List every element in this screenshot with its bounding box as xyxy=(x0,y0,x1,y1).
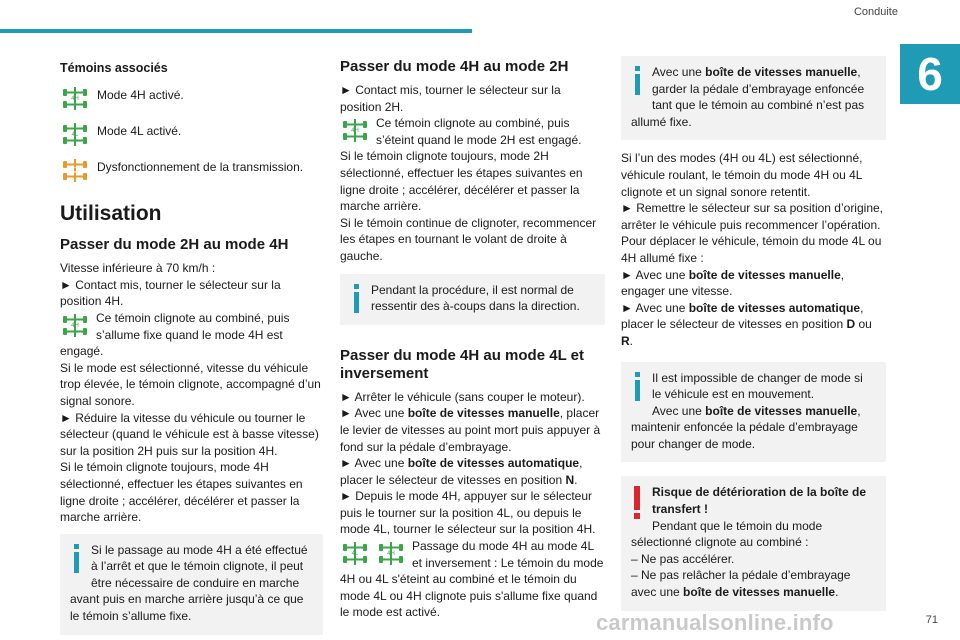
lamp-fault-text: Dysfonctionnement de la transmission. xyxy=(97,159,304,174)
warning-line-1: Pendant que le témoin du mode sélectionné clignote au combiné : xyxy=(631,518,823,550)
info-note-text: Si le passage au mode 4H a été effectué à l’arrêt et que le témoin clignote, il peut être nécessaire de conduire en marche avant puis en marche arrière jusqu’à ce que le témoin s’allume fixe. xyxy=(70,542,308,624)
lamp-4h-blink-text: Ce témoin clignote au combiné, puis s’allume fixe quand le mode 4H est engagé. xyxy=(60,310,290,359)
step-automatic-position: ► Avec une boîte de vitesses automatique, placer le sélecteur de vitesses en position D ou R. xyxy=(621,300,872,348)
info-note-steering xyxy=(340,274,605,325)
info-note-clutch: Avec une boîte de vitesses manuelle, garder la pédale d’embrayage enfoncée tant que le témoin au combiné n’est pas allumé fixe. xyxy=(621,56,886,140)
step-manual-engage: ► Avec une boîte de vitesses manuelle, engager une vitesse. xyxy=(621,267,845,299)
svg-text:4H: 4H xyxy=(387,551,395,558)
step-automatic-gearbox: ► Avec une boîte de vitesses automatique, placer le sélecteur de vitesses en position N. xyxy=(340,456,583,487)
subheading-4h-to-4l: Passer du mode 4H au mode 4L et inversement xyxy=(340,346,584,382)
continue-blinking-text: Si le témoin continue de clignoter, recommencer les étapes en tournant le volant de droite à gauche. xyxy=(340,215,597,263)
lamp-4l-4h-para xyxy=(340,538,605,621)
svg-text:4H: 4H xyxy=(71,95,79,102)
lamp-row-4l xyxy=(60,119,323,150)
info-icon xyxy=(631,66,643,100)
chapter-tab: 6 xyxy=(900,44,960,104)
watermark: carmanualsonline.info xyxy=(596,610,834,635)
subheading-2h-to-4h: Passer du mode 2H au mode 4H xyxy=(60,236,289,254)
4h-indicator-icon xyxy=(340,115,370,145)
speed-condition: Vitesse inférieure à 70 km/h : xyxy=(60,261,216,276)
4l-indicator-icon xyxy=(60,119,90,149)
lamp-4h-off-text: Ce témoin clignote au combiné, puis s’éteint quand le mode 2H est engagé. xyxy=(376,116,582,147)
still-blinking-2h-text: Si le témoin clignote toujours, mode 2H sélectionné, effectuer les étapes suivantes en ligne droite ; accélérer, décélérer et passer la marche arrière. xyxy=(340,149,583,214)
lamp-4l-text: Mode 4L activé. xyxy=(97,123,182,138)
section-title: Conduite xyxy=(853,6,898,18)
step-turn-selector-4l: ► Depuis le mode 4H, appuyer sur le sélecteur puis le tourner sur la position 4L, ou depuis le mode 4L, tourner le sélecteur sur la position 4H. xyxy=(340,489,596,537)
warning-line-3: – Ne pas relâcher la pédale d’embrayage avec une boîte de vitesses manuelle. xyxy=(631,568,851,600)
svg-text:4L: 4L xyxy=(351,551,359,558)
info-icon xyxy=(350,284,362,318)
header-accent-bar xyxy=(0,29,472,33)
step-manual-gearbox: ► Avec une boîte de vitesses manuelle, placer le levier de vitesses au point mort puis appuyer à fond sur la pédale d’embrayage. xyxy=(340,406,601,454)
lamp-4h-off-para xyxy=(340,115,605,148)
step-stop-vehicle: ► Arrêter le véhicule (sans couper le moteur). xyxy=(340,389,585,404)
lamp-4h-text: Mode 4H activé. xyxy=(97,87,184,102)
step-turn-to-2h: ► Contact mis, tourner le sélecteur sur la position 2H. xyxy=(340,83,561,114)
info-icon xyxy=(70,544,82,578)
4h-indicator-icon xyxy=(60,310,90,340)
lamp-4l-4h-text: Passage du mode 4H au mode 4L et inversement : Le témoin du mode 4H ou 4L s'éteint au combiné et le témoin du mode 4L ou 4H clignote puis s'allume fixe quand le mode est activé. xyxy=(340,539,604,620)
lamp-row-4h xyxy=(60,83,323,114)
column-left xyxy=(60,56,323,640)
lamp-4h-blink-para xyxy=(60,310,323,360)
transmission-fault-icon xyxy=(60,155,90,185)
column-right xyxy=(621,56,886,621)
info-note-steering-text: Pendant la procédure, il est normal de ressentir des à-coups dans la direction. xyxy=(371,282,580,314)
info-note-moving: Il est impossible de changer de mode si le véhicule est en mouvement. Avec une boîte de vitesses manuelle, maintenir enfoncée la pédale d’embrayage pour changer de mode. xyxy=(621,362,886,463)
warning-note-transfer-box xyxy=(621,476,886,610)
4h-indicator-icon xyxy=(60,83,90,113)
svg-text:4H: 4H xyxy=(351,128,359,135)
still-blinking-text: Si le témoin clignote toujours, mode 4H sélectionné, effectuer les étapes suivantes en ligne droite ; accélérer, décélérer et passer la marche arrière. xyxy=(60,460,303,525)
page-number: 71 xyxy=(925,614,938,626)
step-return-selector: ► Remettre le sélecteur sur sa position d’origine, arrêter le véhicule puis recommencer l’opération. xyxy=(621,201,883,232)
lamp-row-fault xyxy=(60,155,323,186)
utilisation-heading: Utilisation xyxy=(60,201,162,225)
info-note-4h-stationary xyxy=(60,534,323,635)
svg-text:4H: 4H xyxy=(71,322,79,329)
move-vehicle-text: Pour déplacer le véhicule, témoin du mode 4L ou 4H allumé fixe : xyxy=(621,234,882,265)
warning-icon xyxy=(631,486,643,522)
warning-line-2: – Ne pas accélérer. xyxy=(631,551,735,566)
step-reduce-speed: ► Réduire la vitesse du véhicule ou tourner le sélecteur (quand le véhicule est à basse vitesse) sur la position 2H puis sur la position 4H. xyxy=(60,410,319,458)
mode-selected-while-driving: Si l’un des modes (4H ou 4L) est sélectionné, véhicule roulant, le témoin du mode 4H ou 4L clignote et un signal sonore retentit. xyxy=(621,151,863,199)
4h-indicator-icon xyxy=(376,538,406,568)
speed-too-high-text: Si le mode est sélectionné, vitesse du véhicule trop élevée, le témoin clignote, accompagné d’un signal sonore. xyxy=(60,360,321,408)
column-middle xyxy=(340,56,605,621)
warning-title: Risque de détérioration de la boîte de transfert ! xyxy=(652,485,867,517)
4l-indicator-icon xyxy=(340,538,370,568)
temoins-heading: Témoins associés xyxy=(60,61,168,75)
info-icon xyxy=(631,372,643,406)
svg-text:4L: 4L xyxy=(71,131,79,138)
subheading-4h-to-2h: Passer du mode 4H au mode 2H xyxy=(340,58,569,75)
step-turn-to-4h: ► Contact mis, tourner le sélecteur sur la position 4H. xyxy=(60,277,281,309)
